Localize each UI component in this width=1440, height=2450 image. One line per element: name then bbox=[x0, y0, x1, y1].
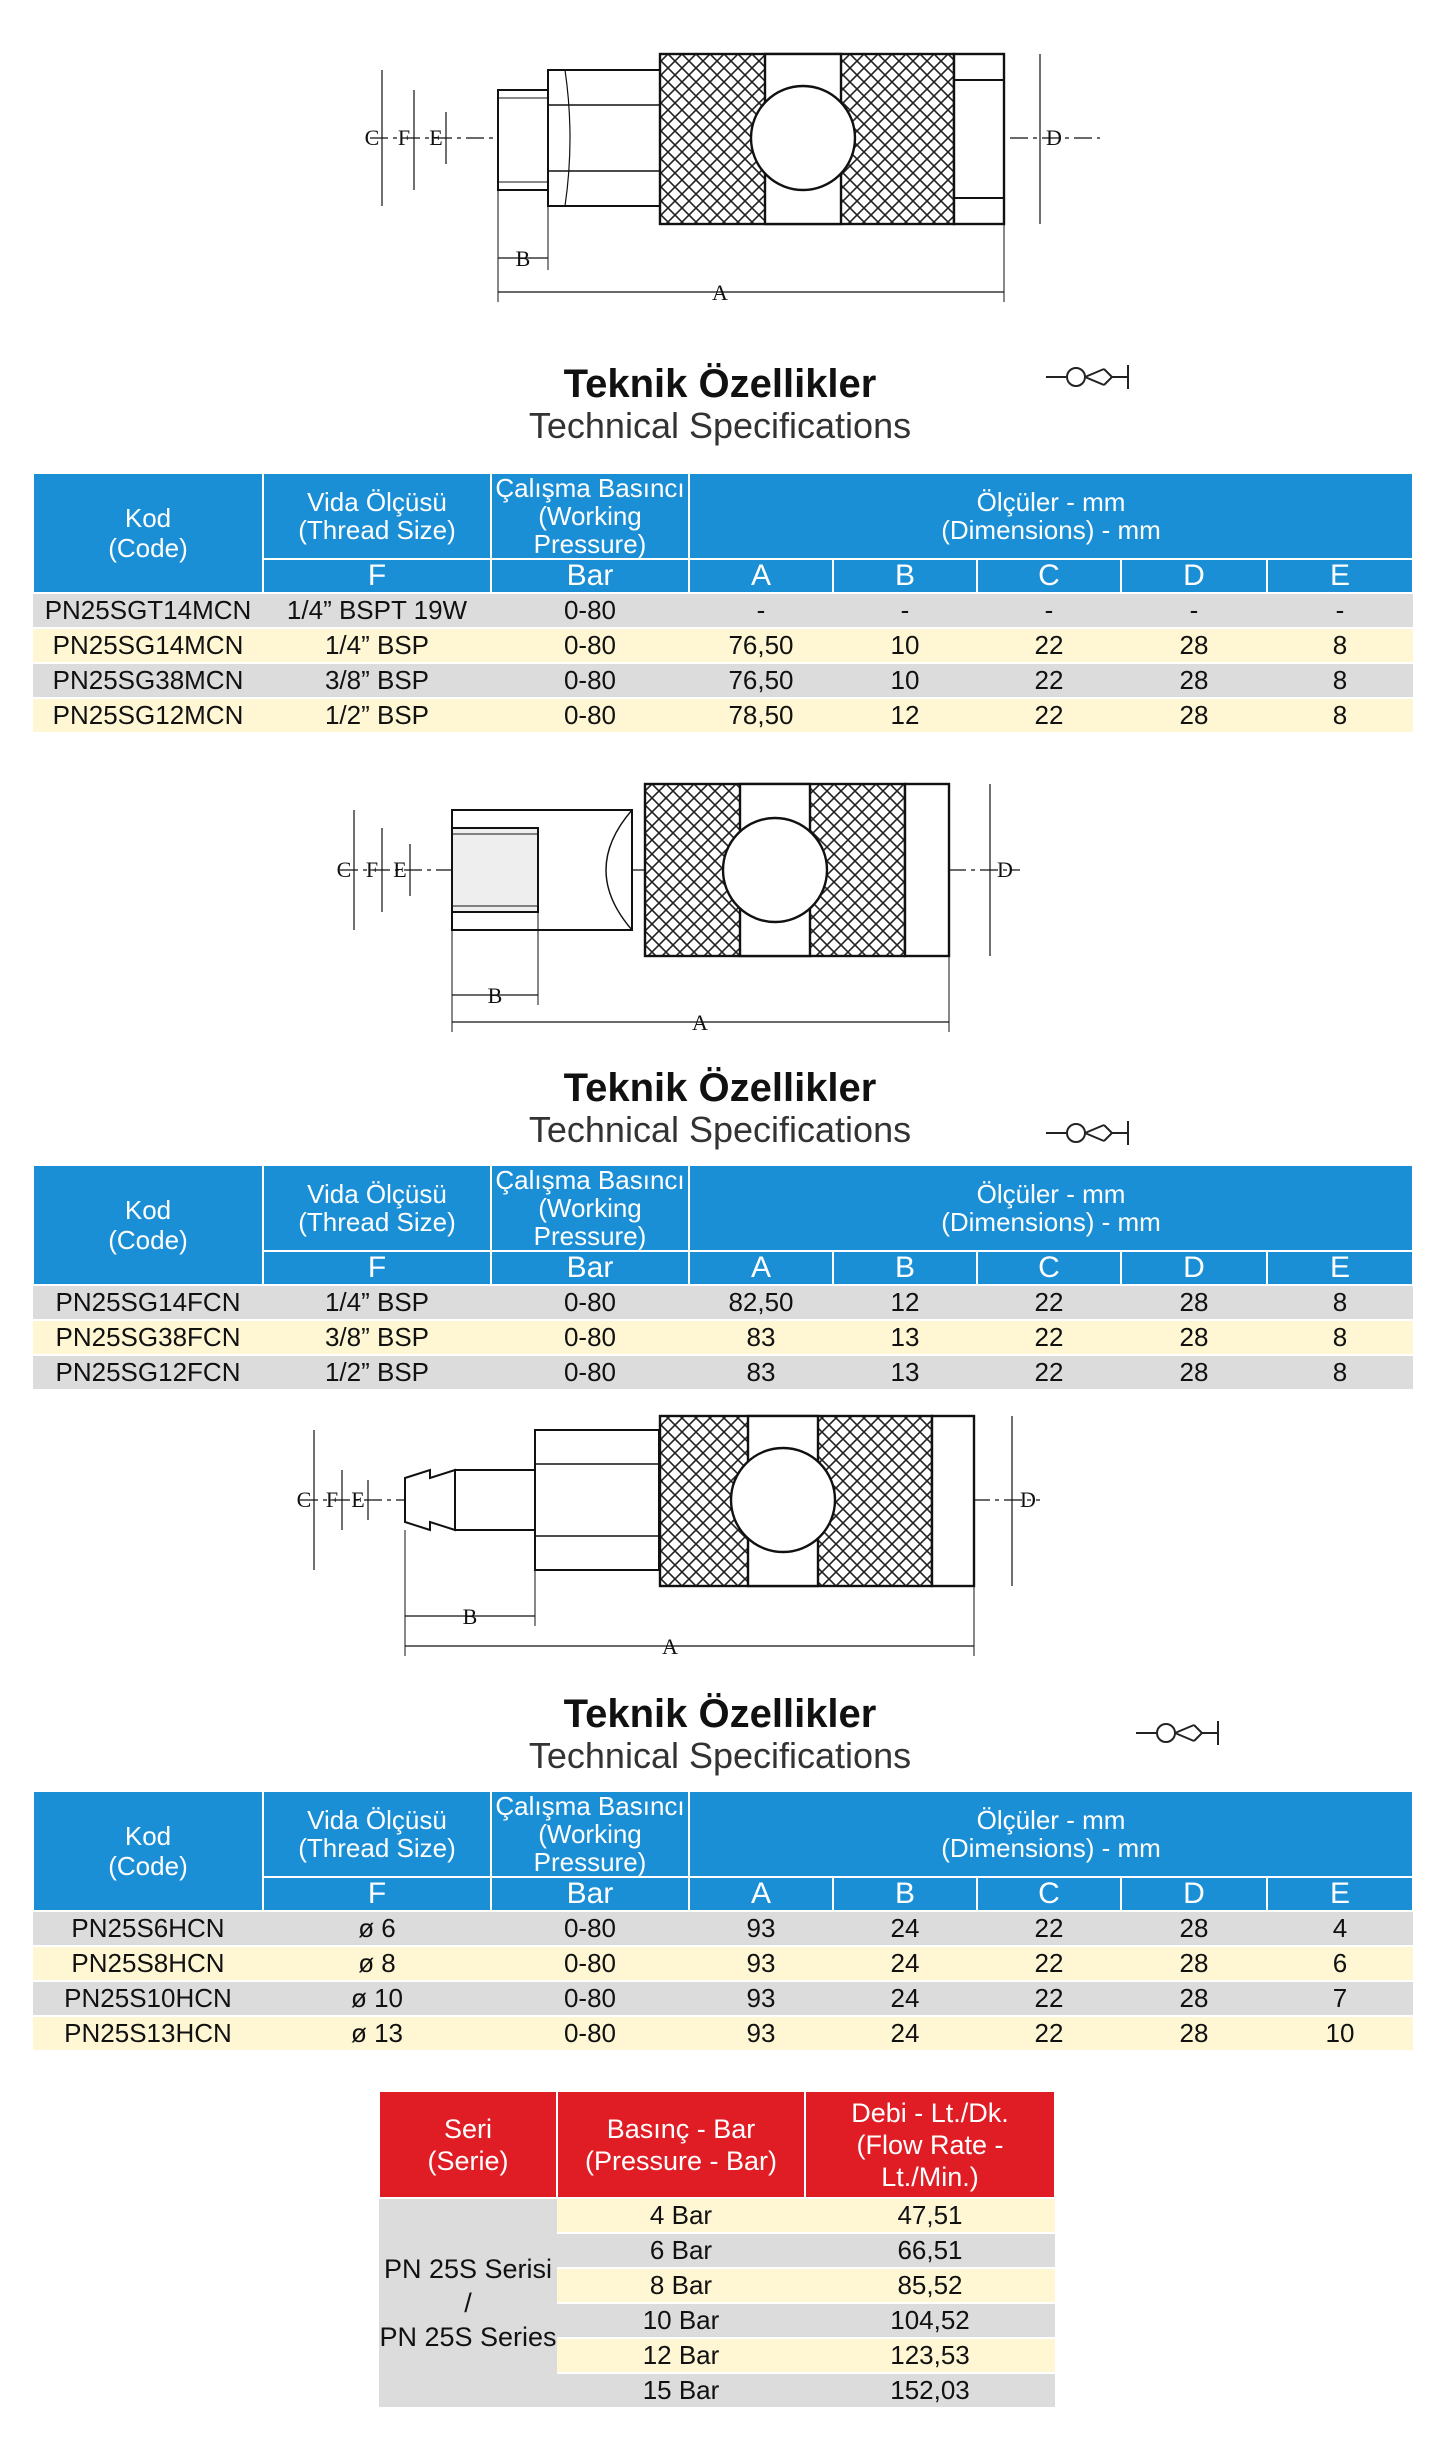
table-cell: 22 bbox=[977, 1355, 1121, 1389]
table-cell: 28 bbox=[1121, 663, 1267, 698]
table-cell: 47,51 bbox=[805, 2198, 1055, 2233]
table-cell: ø 10 bbox=[263, 1981, 491, 2016]
col-a: A bbox=[689, 1877, 833, 1911]
dim-label-e: E bbox=[393, 857, 407, 882]
table-cell: 0-80 bbox=[491, 1285, 689, 1320]
table-cell: 10 bbox=[1267, 2016, 1413, 2050]
table-cell: PN25S13HCN bbox=[33, 2016, 263, 2050]
table-cell: 8 bbox=[1267, 663, 1413, 698]
col-c: C bbox=[977, 559, 1121, 593]
header-label: (Pressure - Bar) bbox=[584, 2145, 778, 2176]
table-cell: 28 bbox=[1121, 1320, 1267, 1355]
table-cell: 10 Bar bbox=[557, 2303, 805, 2338]
table-cell: 0-80 bbox=[491, 663, 689, 698]
col-a: A bbox=[689, 559, 833, 593]
header-label: (Thread Size) bbox=[298, 515, 456, 545]
heading-en: Technical Specifications bbox=[528, 405, 912, 446]
dim-label-b: B bbox=[487, 983, 503, 1008]
table-row bbox=[33, 593, 1413, 628]
coupling-drawing-male bbox=[360, 40, 1140, 320]
dim-label-b: B bbox=[515, 246, 531, 271]
col-flow bbox=[805, 2091, 1055, 2198]
col-thread-unit: F bbox=[263, 1877, 491, 1911]
header-label: (Working Pressure) bbox=[533, 1819, 647, 1877]
table-cell: PN25S8HCN bbox=[33, 1946, 263, 1981]
table-cell: PN25SG12MCN bbox=[33, 698, 263, 732]
table-cell: PN25SG14MCN bbox=[33, 628, 263, 663]
table-cell: - bbox=[1267, 593, 1413, 628]
col-b: B bbox=[833, 559, 977, 593]
table-cell: 76,50 bbox=[689, 628, 833, 663]
table-row bbox=[33, 628, 1413, 663]
table-cell: 22 bbox=[977, 628, 1121, 663]
table-cell: 93 bbox=[689, 1911, 833, 1946]
table-cell: 93 bbox=[689, 2016, 833, 2050]
table-cell: 104,52 bbox=[805, 2303, 1055, 2338]
table-cell: 8 Bar bbox=[557, 2268, 805, 2303]
table-cell: 22 bbox=[977, 1320, 1121, 1355]
series-cell bbox=[379, 2198, 557, 2407]
table-cell: PN25S10HCN bbox=[33, 1981, 263, 2016]
table-cell: 0-80 bbox=[491, 1946, 689, 1981]
table-cell: ø 8 bbox=[263, 1946, 491, 1981]
header-label: Vida Ölçüsü bbox=[307, 1805, 447, 1835]
header-label: (Code) bbox=[108, 1851, 188, 1881]
table-cell: PN25SG14FCN bbox=[33, 1285, 263, 1320]
table-cell: 22 bbox=[977, 1911, 1121, 1946]
table-cell: 8 bbox=[1267, 628, 1413, 663]
table-cell: 66,51 bbox=[805, 2233, 1055, 2268]
table-row bbox=[33, 698, 1413, 732]
header-label: (Flow Rate - Lt./Min.) bbox=[856, 2129, 1004, 2192]
col-a: A bbox=[689, 1251, 833, 1285]
col-c: C bbox=[977, 1251, 1121, 1285]
flow-rate-table bbox=[378, 2090, 1056, 2407]
table-cell: 12 Bar bbox=[557, 2338, 805, 2373]
table-cell: 152,03 bbox=[805, 2373, 1055, 2407]
table-cell: 123,53 bbox=[805, 2338, 1055, 2373]
table-cell: 22 bbox=[977, 2016, 1121, 2050]
table-cell: 85,52 bbox=[805, 2268, 1055, 2303]
spec-table-female bbox=[32, 1164, 1414, 1389]
header-label: Kod bbox=[124, 503, 172, 533]
table-cell: 22 bbox=[977, 663, 1121, 698]
table-cell: 28 bbox=[1121, 1946, 1267, 1981]
header-label: Kod bbox=[124, 1821, 172, 1851]
table-cell: 1/4” BSP bbox=[263, 1285, 491, 1320]
header-label: Seri bbox=[443, 2113, 492, 2144]
dim-label-a: A bbox=[692, 1010, 708, 1035]
table-cell: PN25SGT14MCN bbox=[33, 593, 263, 628]
heading-en: Technical Specifications bbox=[528, 1735, 912, 1776]
table-cell: 93 bbox=[689, 1946, 833, 1981]
dim-label-f: F bbox=[325, 1487, 339, 1512]
table-cell: 82,50 bbox=[689, 1285, 833, 1320]
table-cell: 24 bbox=[833, 1946, 977, 1981]
table-cell: 78,50 bbox=[689, 698, 833, 732]
table-row bbox=[33, 1320, 1413, 1355]
table-cell: - bbox=[977, 593, 1121, 628]
table-row bbox=[33, 1285, 1413, 1320]
col-c: C bbox=[977, 1877, 1121, 1911]
dim-label-a: A bbox=[662, 1634, 678, 1659]
col-b: B bbox=[833, 1877, 977, 1911]
header-label: Kod bbox=[124, 1195, 172, 1225]
header-label: (Dimensions) - mm bbox=[941, 1833, 1161, 1863]
table-cell: 4 bbox=[1267, 1911, 1413, 1946]
dim-label-c: C bbox=[296, 1487, 312, 1512]
coupling-drawing-female bbox=[330, 770, 1030, 1040]
spec-table-male bbox=[32, 472, 1414, 732]
table-cell: 22 bbox=[977, 1946, 1121, 1981]
col-d: D bbox=[1121, 1251, 1267, 1285]
col-e: E bbox=[1267, 1877, 1413, 1911]
table-cell: - bbox=[1121, 593, 1267, 628]
table-cell: 1/2” BSP bbox=[263, 1355, 491, 1389]
header-label: Ölçüler - mm bbox=[976, 487, 1126, 517]
table-row bbox=[33, 2016, 1413, 2050]
col-d: D bbox=[1121, 559, 1267, 593]
dim-label-f: F bbox=[365, 857, 379, 882]
table-cell: 0-80 bbox=[491, 1911, 689, 1946]
table-row bbox=[33, 663, 1413, 698]
dim-label-e: E bbox=[351, 1487, 365, 1512]
section-heading-3 bbox=[0, 1692, 1440, 1776]
table-cell: 22 bbox=[977, 1981, 1121, 2016]
col-code bbox=[33, 473, 263, 593]
table-cell: 28 bbox=[1121, 628, 1267, 663]
header-label: Çalışma Basıncı bbox=[495, 1165, 685, 1195]
header-label: (Working Pressure) bbox=[533, 1193, 647, 1251]
header-label: (Serie) bbox=[427, 2145, 509, 2176]
header-label: (Code) bbox=[108, 1225, 188, 1255]
table-cell: 24 bbox=[833, 2016, 977, 2050]
table-row bbox=[33, 1355, 1413, 1389]
col-dims bbox=[689, 1165, 1413, 1251]
table-cell: 3/8” BSP bbox=[263, 1320, 491, 1355]
section-heading-1 bbox=[0, 362, 1440, 446]
col-code bbox=[33, 1165, 263, 1285]
col-thread-unit: F bbox=[263, 1251, 491, 1285]
table-cell: - bbox=[689, 593, 833, 628]
col-pressure bbox=[491, 1165, 689, 1251]
col-thread bbox=[263, 1165, 491, 1251]
table-cell: PN25SG12FCN bbox=[33, 1355, 263, 1389]
table-cell: 24 bbox=[833, 1911, 977, 1946]
col-b: B bbox=[833, 1251, 977, 1285]
section-heading-2 bbox=[0, 1066, 1440, 1150]
table-cell: 10 bbox=[833, 663, 977, 698]
header-label: (Dimensions) - mm bbox=[941, 1207, 1161, 1237]
table-cell: 28 bbox=[1121, 698, 1267, 732]
col-pressure bbox=[491, 473, 689, 559]
col-dims bbox=[689, 473, 1413, 559]
table-cell: 8 bbox=[1267, 698, 1413, 732]
col-dims bbox=[689, 1791, 1413, 1877]
col-pressure bbox=[557, 2091, 805, 2198]
table-cell: 24 bbox=[833, 1981, 977, 2016]
table-cell: 0-80 bbox=[491, 1320, 689, 1355]
header-label: PN 25S Series bbox=[379, 2322, 557, 2352]
heading-tr: Teknik Özellikler bbox=[563, 1066, 877, 1110]
header-label: / bbox=[464, 2288, 472, 2318]
table-cell: 1/4” BSP bbox=[263, 628, 491, 663]
table-cell: 8 bbox=[1267, 1285, 1413, 1320]
header-label: (Code) bbox=[108, 533, 188, 563]
col-e: E bbox=[1267, 559, 1413, 593]
col-e: E bbox=[1267, 1251, 1413, 1285]
table-cell: 76,50 bbox=[689, 663, 833, 698]
table-cell: 4 Bar bbox=[557, 2198, 805, 2233]
table-cell: 1/2” BSP bbox=[263, 698, 491, 732]
table-cell: ø 13 bbox=[263, 2016, 491, 2050]
dim-label-d: D bbox=[1046, 125, 1062, 150]
table-row bbox=[33, 1946, 1413, 1981]
table-cell: 0-80 bbox=[491, 628, 689, 663]
table-cell: - bbox=[833, 593, 977, 628]
coupling-drawing-hose bbox=[290, 1390, 1050, 1660]
dim-label-a: A bbox=[712, 280, 728, 305]
header-label: Çalışma Basıncı bbox=[495, 1791, 685, 1821]
coupling-symbol-icon bbox=[1134, 1718, 1224, 1748]
table-cell: 22 bbox=[977, 698, 1121, 732]
header-label: PN 25S Serisi bbox=[383, 2254, 553, 2284]
header-label: (Working Pressure) bbox=[533, 501, 647, 559]
header-label: Ölçüler - mm bbox=[976, 1179, 1126, 1209]
table-cell: 15 Bar bbox=[557, 2373, 805, 2407]
table-cell: PN25SG38FCN bbox=[33, 1320, 263, 1355]
heading-tr: Teknik Özellikler bbox=[563, 1692, 877, 1736]
heading-en: Technical Specifications bbox=[528, 1109, 912, 1150]
table-row bbox=[33, 1981, 1413, 2016]
header-label: (Dimensions) - mm bbox=[941, 515, 1161, 545]
table-row bbox=[33, 1911, 1413, 1946]
dim-label-c: C bbox=[336, 857, 352, 882]
col-pressure-unit: Bar bbox=[491, 1251, 689, 1285]
col-code bbox=[33, 1791, 263, 1911]
table-cell: 83 bbox=[689, 1355, 833, 1389]
col-thread-unit: F bbox=[263, 559, 491, 593]
coupling-symbol-icon bbox=[1044, 1118, 1134, 1148]
table-cell: 93 bbox=[689, 1981, 833, 2016]
table-cell: 0-80 bbox=[491, 1355, 689, 1389]
table-cell: 10 bbox=[833, 628, 977, 663]
col-series bbox=[379, 2091, 557, 2198]
col-thread bbox=[263, 473, 491, 559]
col-thread bbox=[263, 1791, 491, 1877]
table-cell: 28 bbox=[1121, 1355, 1267, 1389]
table-cell: 8 bbox=[1267, 1320, 1413, 1355]
table-cell: 28 bbox=[1121, 1911, 1267, 1946]
header-label: (Thread Size) bbox=[298, 1833, 456, 1863]
table-cell: 8 bbox=[1267, 1355, 1413, 1389]
table-cell: 6 bbox=[1267, 1946, 1413, 1981]
table-cell: 13 bbox=[833, 1355, 977, 1389]
table-cell: 0-80 bbox=[491, 698, 689, 732]
table-cell: 28 bbox=[1121, 1285, 1267, 1320]
dim-label-d: D bbox=[997, 857, 1013, 882]
table-cell: 22 bbox=[977, 1285, 1121, 1320]
table-cell: 0-80 bbox=[491, 1981, 689, 2016]
spec-table-hose bbox=[32, 1790, 1414, 2050]
table-cell: 0-80 bbox=[491, 593, 689, 628]
col-d: D bbox=[1121, 1877, 1267, 1911]
table-row bbox=[379, 2198, 1055, 2233]
table-cell: 12 bbox=[833, 698, 977, 732]
table-cell: 12 bbox=[833, 1285, 977, 1320]
dim-label-d: D bbox=[1020, 1487, 1036, 1512]
col-pressure-unit: Bar bbox=[491, 1877, 689, 1911]
table-cell: 28 bbox=[1121, 2016, 1267, 2050]
table-cell: 6 Bar bbox=[557, 2233, 805, 2268]
header-label: Vida Ölçüsü bbox=[307, 1179, 447, 1209]
header-label: Çalışma Basıncı bbox=[495, 473, 685, 503]
header-label: Basınç - Bar bbox=[606, 2113, 756, 2144]
dim-label-e: E bbox=[429, 125, 443, 150]
dim-label-c: C bbox=[364, 125, 380, 150]
table-cell: ø 6 bbox=[263, 1911, 491, 1946]
table-cell: 13 bbox=[833, 1320, 977, 1355]
table-cell: 7 bbox=[1267, 1981, 1413, 2016]
col-pressure bbox=[491, 1791, 689, 1877]
table-cell: PN25SG38MCN bbox=[33, 663, 263, 698]
dim-label-b: B bbox=[462, 1604, 478, 1629]
header-label: Vida Ölçüsü bbox=[307, 487, 447, 517]
table-cell: 1/4” BSPT 19W bbox=[263, 593, 491, 628]
table-cell: 83 bbox=[689, 1320, 833, 1355]
dim-label-f: F bbox=[397, 125, 411, 150]
table-cell: PN25S6HCN bbox=[33, 1911, 263, 1946]
table-cell: 28 bbox=[1121, 1981, 1267, 2016]
col-pressure-unit: Bar bbox=[491, 559, 689, 593]
table-cell: 3/8” BSP bbox=[263, 663, 491, 698]
coupling-symbol-icon bbox=[1044, 362, 1134, 392]
header-label: (Thread Size) bbox=[298, 1207, 456, 1237]
table-cell: 0-80 bbox=[491, 2016, 689, 2050]
header-label: Debi - Lt./Dk. bbox=[851, 2097, 1009, 2128]
header-label: Ölçüler - mm bbox=[976, 1805, 1126, 1835]
heading-tr: Teknik Özellikler bbox=[563, 362, 877, 406]
